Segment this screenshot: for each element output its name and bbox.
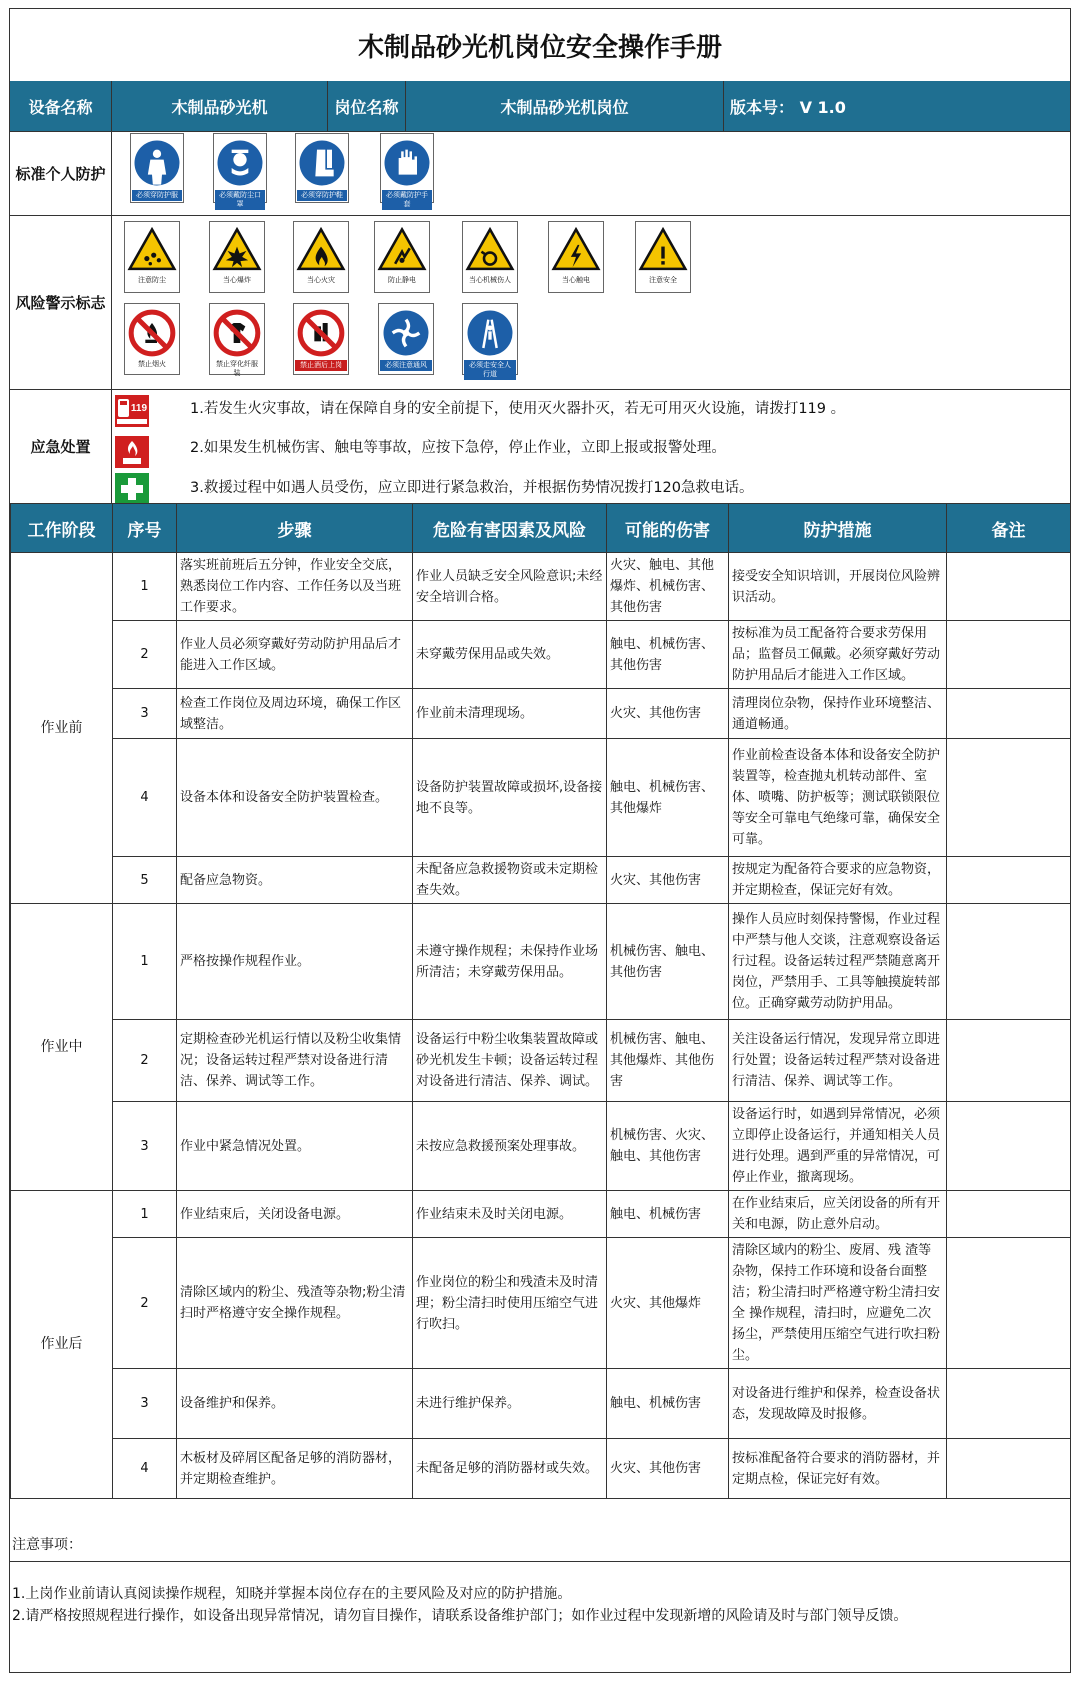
row-number-cell: 4 [113,739,177,857]
fire-alarm-button-icon [114,435,150,469]
ventilation-sign [378,303,434,375]
harm-cell: 火灾、其他伤害 [607,689,729,739]
stage-cell: 作业后 [11,1191,113,1499]
col-header-note: 备注 [947,504,1071,553]
operation-table [10,503,1071,1499]
hazard-cell: 未配备应急救援物资或未定期检查失效。 [413,857,607,904]
protective-suit-icon [132,138,182,188]
static-warning-icon [376,226,428,274]
note-cell [947,1439,1071,1499]
col-header-no: 序号 [113,504,177,553]
measure-cell: 作业前检查设备本体和设备安全防护装置等，检查抛丸机转动部件、室体、喷嘴、防护板等；测试联锁限位等安全可靠电气绝缘可靠，确保安全可靠。 [729,739,947,857]
hazard-cell: 设备运行中粉尘收集装置故障或砂光机发生卡顿；设备运转过程对设备进行清洁、保养、调试。 [413,1020,607,1102]
step-cell: 设备本体和设备安全防护装置检查。 [177,739,413,857]
measure-cell: 操作人员应时刻保持警惕，作业过程中严禁与他人交谈，注意观察设备运行过程。设备运转过程严禁随意离开岗位，严禁用手、工具等触摸旋转部位。正确穿戴劳动防护用品。 [729,904,947,1020]
col-header-measure: 防护措施 [729,504,947,553]
emergency-item-3: 3.救援过程中如遇人员受伤，应立即进行紧急救治，并根据伤势情况拨打120急救电话。 [190,480,754,496]
measure-cell: 按标准为员工配备符合要求劳保用品；监督员工佩戴。必须穿戴好劳动防护用品后才能进入工作区域。 [729,621,947,689]
measure-cell: 清除区域内的粉尘、废屑、残 渣等杂物，保持工作环境和设备台面整洁；粉尘清扫时严格遵守粉尘清扫安全 操作规程，清扫时，应避免二次扬尘，严禁使用压缩空气进行吹扫粉尘。 [729,1238,947,1369]
emergency-item-2: 2.如果发生机械伤害、触电等事故，应按下急停，停止作业，立即上报或报警处理。 [190,440,726,456]
sign-caption: 禁止烟火 [138,360,166,368]
row-number-cell: 5 [113,857,177,904]
note-cell [947,1102,1071,1191]
sign-caption: 注意防尘 [138,276,166,284]
stage-cell: 作业中 [11,904,113,1191]
no-drinking-sign [293,303,349,375]
explosion-warning-sign [209,221,265,293]
machine-injury-warning-sign [462,221,518,293]
notes-line-1: 1.上岗作业前请认真阅读操作规程，知晓并掌握本岗位存在的主要风险及对应的防护措施。 [12,1586,572,1602]
row-number-cell: 3 [113,1102,177,1191]
hazard-cell: 未进行维护保养。 [413,1369,607,1439]
sign-caption: 禁止穿化纤服装 [216,360,258,377]
note-cell [947,857,1071,904]
step-cell: 作业结束后，关闭设备电源。 [177,1191,413,1238]
col-header-stage: 工作阶段 [11,504,113,553]
measure-cell: 关注设备运行情况，发现异常立即进行处置；设备运转过程严禁对设备进行清洁、保养、调试等工作。 [729,1020,947,1102]
note-cell [947,1369,1071,1439]
note-cell [947,1238,1071,1369]
hazard-cell: 作业前未清理现场。 [413,689,607,739]
step-cell: 定期检查砂光机运行情以及粉尘收集情况；设备运转过程严禁对设备进行清洁、保养、调试等工作。 [177,1020,413,1102]
ppe-label: 标准个人防护 [10,131,112,215]
sign-caption: 防止静电 [388,276,416,284]
row-number-cell: 3 [113,1369,177,1439]
table-row [11,857,1071,904]
caution-sign [635,221,691,293]
no-drinking-icon [296,308,346,358]
no-fire-sign [124,303,180,375]
walkway-icon [465,308,515,358]
harm-cell: 触电、机械伤害 [607,1191,729,1238]
hazard-cell: 未穿戴劳保用品或失效。 [413,621,607,689]
sign-caption: 当心机械伤人 [469,276,511,284]
gloves-sign [380,133,434,208]
no-synthetic-clothing-icon [212,308,262,358]
table-row [11,1369,1071,1439]
harm-cell: 触电、机械伤害 [607,1369,729,1439]
step-cell: 清除区域内的粉尘、残渣等杂物;粉尘清扫时严格遵守安全操作规程。 [177,1238,413,1369]
post-name-value: 木制品砂光机岗位 [406,81,724,131]
sign-caption: 必须戴防尘口罩 [215,190,266,210]
step-cell: 木板材及碎屑区配备足够的消防器材，并定期检查维护。 [177,1439,413,1499]
table-row [11,1102,1071,1191]
step-cell: 落实班前班后五分钟，作业安全交底，熟悉岗位工作内容、工作任务以及当班工作要求。 [177,553,413,621]
table-row [11,1238,1071,1369]
harm-cell: 火灾、其他伤害 [607,1439,729,1499]
note-cell [947,1191,1071,1238]
electric-shock-warning-icon [550,226,602,274]
note-cell [947,739,1071,857]
row-number-cell: 3 [113,689,177,739]
measure-cell: 对设备进行维护和保养，检查设备状态，发现故障及时报修。 [729,1369,947,1439]
manual-page [9,8,1071,1673]
table-row [11,689,1071,739]
row-number-cell: 2 [113,1238,177,1369]
step-cell: 配备应急物资。 [177,857,413,904]
step-cell: 严格按操作规程作业。 [177,904,413,1020]
row-number-cell: 2 [113,1020,177,1102]
page-title: 木制品砂光机岗位安全操作手册 [10,9,1070,82]
measure-cell: 按标准配备符合要求的消防器材，并定期点检，保证完好有效。 [729,1439,947,1499]
dust-mask-sign [213,133,267,208]
notes-title: 注意事项： [12,1537,82,1553]
row-number-cell: 2 [113,621,177,689]
step-cell: 检查工作岗位及周边环境，确保工作区域整洁。 [177,689,413,739]
row-number-cell: 1 [113,1191,177,1238]
hazard-cell: 作业人员缺乏安全风险意识;未经安全培训合格。 [413,553,607,621]
measure-cell: 按规定为配备符合要求的应急物资，并定期检查，保证完好有效。 [729,857,947,904]
sign-caption: 当心爆炸 [223,276,251,284]
protective-suit-sign [130,133,184,203]
hazard-cell: 作业岗位的粉尘和残渣未及时清理；粉尘清扫时使用压缩空气进行吹扫。 [413,1238,607,1369]
row-number-cell: 4 [113,1439,177,1499]
sign-caption: 注意安全 [649,276,677,284]
table-row [11,1191,1071,1238]
sign-caption: 必须戴防护手套 [382,190,433,210]
notes-line-2: 2.请严格按照规程进行操作，如设备出现异常情况，请勿盲目操作，请联系设备维护部门；如作业过程中发现新增的风险请及时与部门领导反馈。 [12,1608,908,1624]
step-cell: 设备维护和保养。 [177,1369,413,1439]
post-name-label: 岗位名称 [328,81,406,131]
dust-warning-sign [124,221,180,293]
device-name-label: 设备名称 [10,81,112,131]
sign-caption: 必须走安全人行道 [464,360,517,380]
row-number-cell: 1 [113,904,177,1020]
note-cell [947,553,1071,621]
table-header-row [11,504,1071,553]
table-row [11,1439,1071,1499]
row-number-cell: 1 [113,553,177,621]
no-synthetic-clothing-sign [209,303,265,375]
sign-caption: 必须穿防护鞋 [297,190,348,201]
first-aid-icon [114,472,150,506]
table-row [11,553,1071,621]
col-header-harm: 可能的伤害 [607,504,729,553]
col-header-hazard: 危险有害因素及风险 [413,504,607,553]
emergency-item-1: 1.若发生火灾事故，请在保障自身的安全前提下，使用灭火器扑灭，若无可用灭火设施，请拨打119 。 [190,401,846,417]
sign-caption: 当心火灾 [307,276,335,284]
explosion-warning-icon [211,226,263,274]
measure-cell: 在作业结束后，应关闭设备的所有开关和电源，防止意外启动。 [729,1191,947,1238]
machine-injury-warning-icon [464,226,516,274]
harm-cell: 机械伤害、触电、其他爆炸、其他伤害 [607,1020,729,1102]
step-cell: 作业人员必须穿戴好劳动防护用品后才能进入工作区域。 [177,621,413,689]
measure-cell: 接受安全知识培训，开展岗位风险辨识活动。 [729,553,947,621]
walkway-sign [462,303,518,378]
stage-cell: 作业前 [11,553,113,904]
sign-caption: 必须穿防护服 [132,190,183,201]
step-cell: 作业中紧急情况处置。 [177,1102,413,1191]
measure-cell: 清理岗位杂物，保持作业环境整洁、通道畅通。 [729,689,947,739]
sign-caption: 当心触电 [562,276,590,284]
static-warning-sign [374,221,430,293]
harm-cell: 火灾、其他爆炸 [607,1238,729,1369]
hazard-cell: 设备防护装置故障或损坏,设备接地不良等。 [413,739,607,857]
table-row [11,904,1071,1020]
fire-warning-icon [295,226,347,274]
table-row [11,739,1071,857]
sign-caption: 禁止酒后上岗 [295,360,348,371]
hazard-cell: 未配备足够的消防器材或失效。 [413,1439,607,1499]
sign-caption: 必须注意通风 [380,360,433,371]
version-number: 版本号： V 1.0 [724,81,1070,131]
no-fire-icon [127,308,177,358]
electric-shock-warning-sign [548,221,604,293]
note-cell [947,904,1071,1020]
note-cell [947,621,1071,689]
note-cell [947,1020,1071,1102]
hazard-cell: 未遵守操作规程；未保持作业场所清洁；未穿戴劳保用品。 [413,904,607,1020]
fire-alarm-119-icon [114,394,150,428]
measure-cell: 设备运行时，如遇到异常情况，必须立即停止设备运行，并通知相关人员进行处理。遇到严重的异常情况，可停止作业，撤离现场。 [729,1102,947,1191]
dust-mask-icon [215,138,265,188]
hazard-cell: 未按应急救援预案处理事故。 [413,1102,607,1191]
safety-boots-icon [297,138,347,188]
ventilation-icon [381,308,431,358]
fire-warning-sign [293,221,349,293]
fire-alarm-119-text: 119 [130,403,148,414]
risk-label: 风险警示标志 [10,215,112,389]
dust-warning-icon [126,226,178,274]
harm-cell: 触电、机械伤害、其他伤害 [607,621,729,689]
hazard-cell: 作业结束未及时关闭电源。 [413,1191,607,1238]
table-row [11,1020,1071,1102]
gloves-icon [382,138,432,188]
harm-cell: 火灾、触电、其他爆炸、机械伤害、其他伤害 [607,553,729,621]
emergency-label: 应急处置 [10,389,112,503]
safety-boots-sign [295,133,349,203]
harm-cell: 机械伤害、火灾、触电、其他伤害 [607,1102,729,1191]
col-header-step: 步骤 [177,504,413,553]
harm-cell: 机械伤害、触电、其他伤害 [607,904,729,1020]
harm-cell: 火灾、其他伤害 [607,857,729,904]
note-cell [947,689,1071,739]
caution-icon [637,226,689,274]
device-name-value: 木制品砂光机 [112,81,328,131]
table-row [11,621,1071,689]
harm-cell: 触电、机械伤害、其他爆炸 [607,739,729,857]
